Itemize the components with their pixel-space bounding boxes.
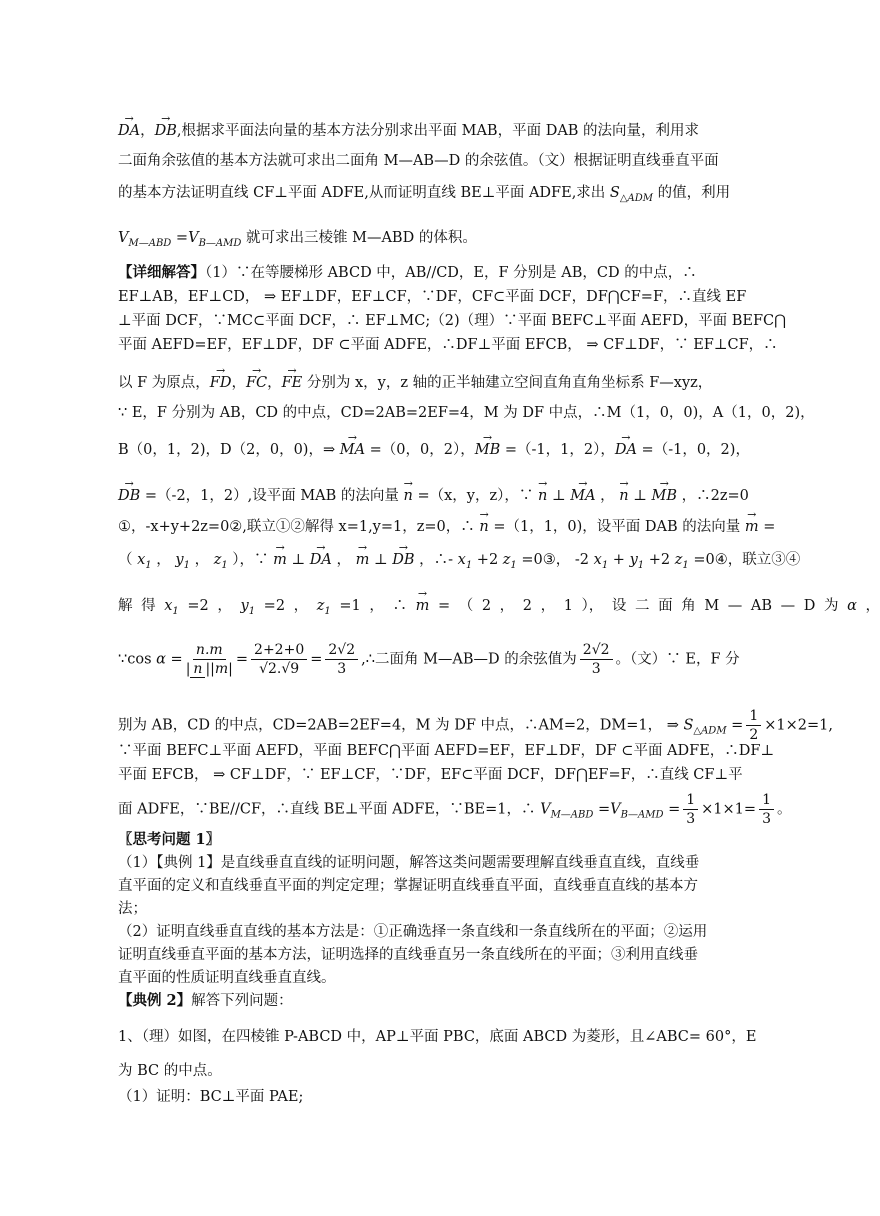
text-line-8: 平面 AEFD=EF，EF⊥DF，DF ⊂平面 ADFE，∴DF⊥平面 EFCB， ⇒ CF⊥DF，∵ EF⊥CF，∴ <box>118 337 778 353</box>
text-line-10: ∵ E，F 分别为 AB，CD 的中点，CD=2AB=2EF=4，M 为 DF 中点，∴M（1，0，0)，A（1，0，2)， <box>118 405 815 421</box>
text-line-5: 【详细解答】（1）∵在等腰梯形 ABCD 中，AB//CD，E，F 分别是 AB，CD 的中点，∴ <box>118 264 697 281</box>
text-line-20: 面 ADFE，∵BE//CF，∴直线 BE⊥平面 ADFE，∵BE=1，∴ $V_{M—ABD} =V_{B—AMD}$ = $\frac{1}{3}$ ×1×1= $\frac{1}{3}$ 。 <box>118 792 792 827</box>
text-line-13: ①，-x+y+2z=0②,联立①②解得 x=1,y=1，z=0，∴ → n =（1，1，0)，设平面 DAB 的法向量 → m = <box>118 514 738 537</box>
text-line-18: ∵平面 BEFC⊥平面 AEFD，平面 BEFC⋂平面 AEFD=EF，EF⊥DF，DF ⊂平面 ADFE，∴DF⊥ <box>118 743 775 759</box>
text-line-25: （2）证明直线垂直直线的基本方法是：①正确选择一条直线和一条直线所在的平面；②运用 <box>118 924 708 940</box>
detail-heading: 【详细解答】 <box>118 264 205 281</box>
text-line-17: 别为 AB，CD 的中点，CD=2AB=2EF=4，M 为 DF 中点，∴AM=2，DM=1， ⇒ $S_{\triangle ADM}$ = $\frac{1}{2}$ ×1×2=1, <box>118 708 833 743</box>
text-line-31: （1）证明：BC⊥平面 PAE; <box>118 1089 304 1105</box>
text-line-1: → DA，→ DB,根据求平面法向量的基本方法分别求出平面 MAB，平面 DAB 的法向量，利用求 <box>118 118 738 141</box>
text-line-4: $V_{M—ABD} =V_{B—AMD}$ 就可求出三棱锥 M—ABD 的体积。 <box>118 230 477 249</box>
think-heading: 〖思考问题 1〗 <box>118 831 221 848</box>
example-2-heading: 【典例 2】解答下列问题： <box>118 992 293 1009</box>
text-line-9: 以 F 为原点，→ FD，→ FC，→ FE 分别为 x，y，z 轴的正半轴建立空间直角直角坐标系 F—xyz， <box>118 370 738 393</box>
text-line-19: 平面 EFCB， ⇒ CF⊥DF，∵ EF⊥CF，∵DF，EF⊂平面 DCF，DF⋂EF=F，∴直线 CF⊥平 <box>118 767 743 783</box>
text-line-12: → DB =（-2，1，2）,设平面 MAB 的法向量 → n =（x，y，z），∵ → n ⊥ → MA ， → n ⊥ → MB ，∴2z=0 <box>118 483 738 506</box>
text-line-6: EF⊥AB，EF⊥CD， ⇒ EF⊥DF，EF⊥CF，∵DF，CF⊂平面 DCF，DF⋂CF=F，∴直线 EF <box>118 289 747 305</box>
text-line-7: ⊥平面 DCF，∵MC⊂平面 DCF，∴ EF⊥MC;（2)（理）∵平面 BEFC⊥平面 AEFD，平面 BEFC⋂ <box>118 313 786 329</box>
text-line-14: （ $x_1$ ， $y_1$ ， $z_1$ ），∵ → m ⊥ → DA ， → m ⊥ → DB ，∴- $x_1 +2$ $z_1$ =0③， -2 $x_1 + y_1 +2$ $z_1$ =0④，联立③④ <box>118 547 738 576</box>
text-line-24: 法； <box>118 901 147 917</box>
text-line-16: ∵cos α = $\frac{n.m}{| n ||m|}$ = $\frac{2+2+0}{√2.√9}$ = $\frac{2√2}{3}$ ,∴二面角 M—AB—D 的余弦值为 $\frac{2√2}{3}$ 。（文）∵ E，F 分 <box>118 642 740 677</box>
text-line-23: 直平面的定义和直线垂直平面的判定定理；掌握证明直线垂直平面，直线垂直直线的基本方 <box>118 878 698 894</box>
text-line-30: 为 BC 的中点。 <box>118 1063 222 1079</box>
text-line-27: 直平面的性质证明直线垂直直线。 <box>118 970 336 986</box>
text-line-15: 解 得 $x_1 =2$ ， $y_1 =2$ ， $z_1 =1$ ， ∴ → m = （ 2 ， 2 ， 1 ）， 设 二 面 角 M — AB — D 为 α ， <box>118 593 738 622</box>
text-line-29: 1、（理）如图，在四棱锥 P-ABCD 中，AP⊥平面 PBC，底面 ABCD 为菱形，且∠ABC= 60°，E <box>118 1029 757 1045</box>
text-line-26: 证明直线垂直平面的基本方法，证明选择的直线垂直另一条直线所在的平面；③利用直线垂 <box>118 947 698 963</box>
text-line-3: 的基本方法证明直线 CF⊥平面 ADFE,从而证明直线 BE⊥平面 ADFE,求出 $S_{\triangle ADM}$ 的值，利用 <box>118 185 731 204</box>
text-line-11: B（0，1，2)，D（2，0，0)，⇒ → MA =（0，0，2），→ MB =（-1，1，2），→ DA =（-1，0，2)， <box>118 437 738 460</box>
text-line-22: （1）【典例 1】是直线垂直直线的证明问题，解答这类问题需要理解直线垂直直线，直线垂 <box>118 855 700 871</box>
text-line-2: 二面角余弦值的基本方法就可求出二面角 M—AB—D 的余弦值。（文）根据证明直线垂直平面 <box>118 153 719 169</box>
